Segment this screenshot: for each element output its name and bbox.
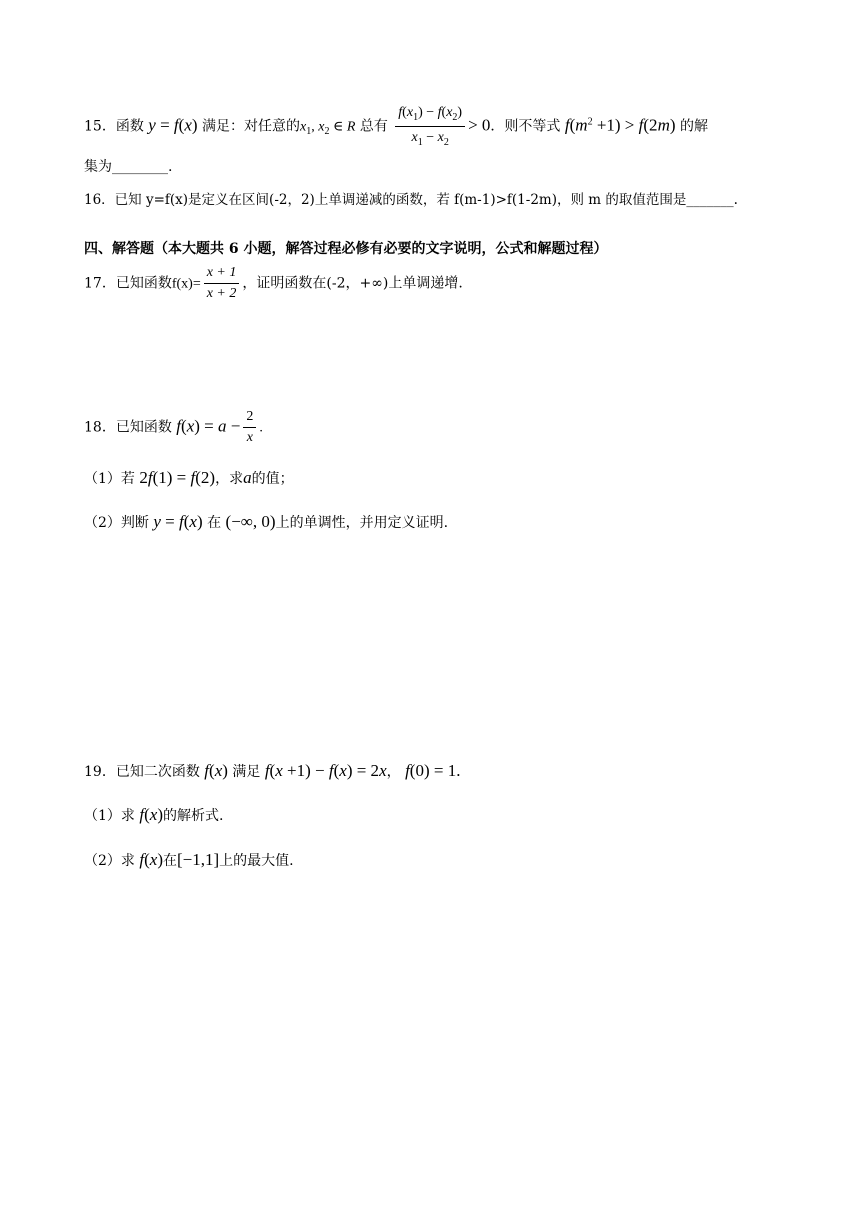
- question-number: 15．: [84, 118, 116, 135]
- question-number: 18．: [84, 419, 116, 436]
- question-19: 19．已知二次函数 f(x) 满足 f(x +1) − f(x) = 2x， f(0) = 1.: [84, 761, 461, 780]
- question-18-part-2: （2）判断 y = f(x) 在 (−∞, 0)上的单调性，并用定义证明.: [84, 512, 449, 531]
- text: 在: [163, 853, 177, 869]
- question-15: 15．函数 y = f(x) 满足：对任意的$x_1$, $x_2$ ∈ R 总有 $\frac{f(x_1) - f(x_2)}{x_1 - x_2}$ > 0．则不等式 $f(m^2 +1) > f(2m)$ 的解: [84, 105, 708, 148]
- text: ，证明函数在(-2，+∞)上单调递增.: [242, 275, 463, 292]
- text: 满足：对任意的: [202, 118, 300, 135]
- question-18-part-1: （1）若 2f(1) = f(2)，求a的值；: [84, 468, 294, 487]
- text: 上的单调性，并用定义证明.: [275, 515, 449, 531]
- question-17: [84, 266, 463, 301]
- text: ，求: [215, 471, 244, 487]
- formula-y-fx: y: [148, 115, 156, 135]
- text: 已知函数: [115, 275, 172, 292]
- formula-x1-x2: x: [300, 119, 307, 135]
- text: 满足: [232, 764, 261, 780]
- part-label: （2）求: [84, 853, 135, 869]
- fraction: [204, 266, 240, 301]
- question-19-part-2: （2）求 f(x)在[−1,1]上的最大值.: [84, 850, 294, 869]
- text: 已知二次函数: [115, 764, 200, 780]
- question-15-continued: 集为________.: [84, 159, 173, 175]
- question-number: 19．: [84, 764, 116, 780]
- question-18: 18．已知函数 f(x) = a − $\frac{2}{x}$ .: [84, 409, 263, 445]
- question-number: 17．: [84, 275, 116, 292]
- part-label: （2）判断: [84, 515, 149, 531]
- text: 上的最大值.: [219, 853, 294, 869]
- text: 已知函数: [115, 419, 172, 436]
- formula-inequality: f: [564, 115, 570, 135]
- text: 在: [207, 515, 222, 531]
- formula-fx-definition: f: [176, 416, 182, 436]
- formula-fx: f(x)=: [171, 276, 201, 292]
- question-16: 16．已知 y=f(x)是定义在区间(-2，2)上单调递减的函数，若 f(m-1)>f(1-2m)，则 m 的取值范围是_______.: [84, 192, 738, 208]
- text: 的解析式.: [163, 808, 224, 824]
- fraction: $\frac{f(x_1) - f(x_2)}{x_1 - x_2}$: [395, 105, 465, 148]
- text: 的值；: [251, 471, 294, 487]
- text: ．则不等式: [490, 118, 561, 135]
- numerator: x + 1: [204, 266, 240, 284]
- part-label: （1）求: [84, 808, 135, 824]
- text: 总有: [359, 118, 388, 135]
- part-label: （1）若: [84, 471, 135, 487]
- section-heading: 四、解答题（本大题共 6 小题，解答过程必修有必要的文字说明，公式和解题过程）: [84, 241, 608, 257]
- question-19-part-1: （1）求 f(x)的解析式.: [84, 805, 224, 824]
- text: 的解: [679, 118, 708, 135]
- denominator: x + 2: [206, 286, 237, 301]
- fraction: $\frac{2}{x}$: [243, 410, 256, 445]
- text: 函数: [115, 118, 144, 135]
